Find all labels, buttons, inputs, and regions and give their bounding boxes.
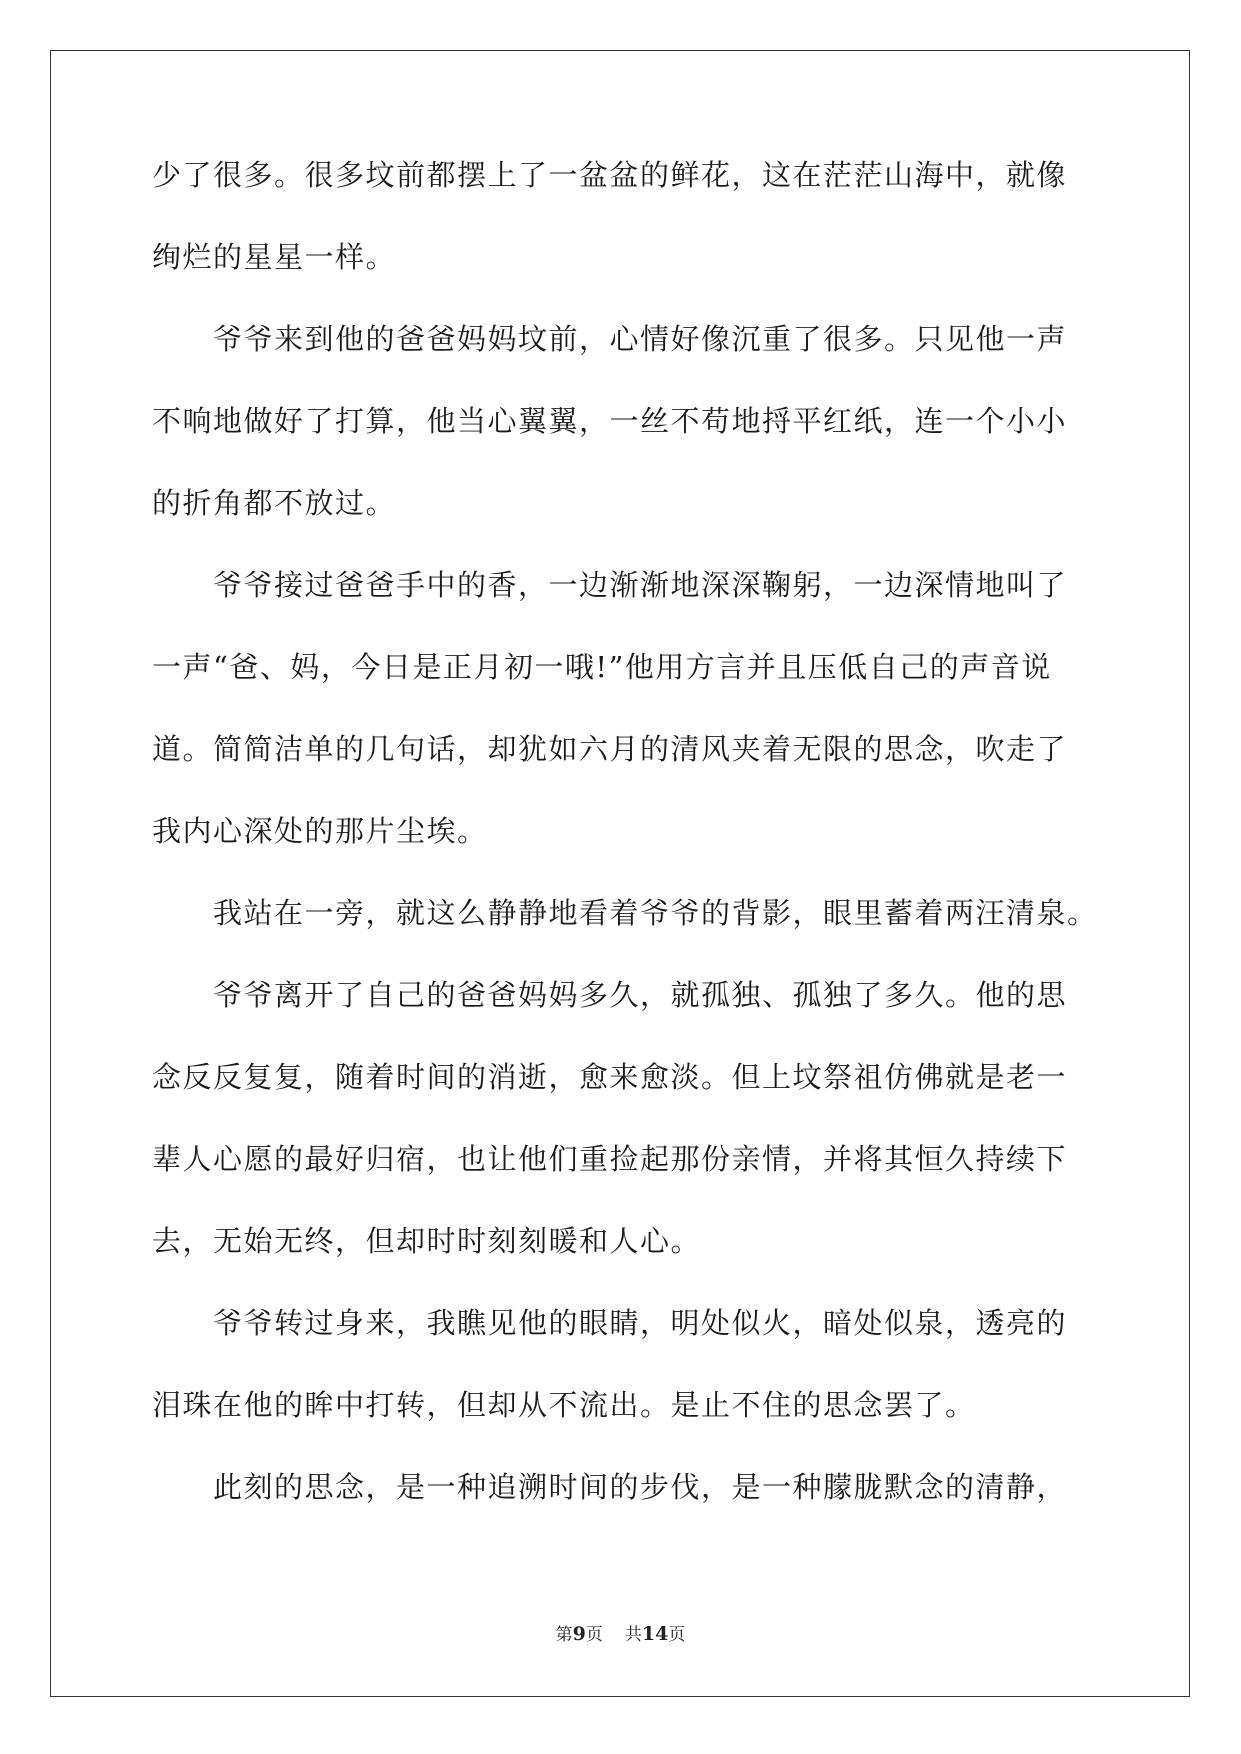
text-line: 我站在一旁，就这么静静地看着爷爷的背影，眼里蓄着两汪清泉。 xyxy=(152,896,1098,930)
text-line: 念反反复复，随着时间的消逝，愈来愈淡。但上坟祭祖仿佛就是老一 xyxy=(152,1060,1068,1094)
page-total: 14 xyxy=(641,1623,669,1645)
footer-page-suffix: 页 xyxy=(585,1625,603,1645)
text-line: 爷爷接过爸爸手中的香，一边渐渐地深深鞠躬，一边深情地叫了 xyxy=(152,568,1068,602)
text-line: 去，无始无终，但却时时刻刻暖和人心。 xyxy=(152,1224,702,1258)
text-line: 爷爷来到他的爸爸妈妈坟前，心情好像沉重了很多。只见他一声 xyxy=(152,322,1068,356)
footer-prefix: 第 xyxy=(555,1625,573,1645)
page-number: 9 xyxy=(572,1623,586,1645)
text-line: 爷爷离开了自己的爸爸妈妈多久，就孤独、孤独了多久。他的思 xyxy=(152,978,1068,1012)
footer-total-suffix: 页 xyxy=(668,1625,686,1645)
document-body xyxy=(152,158,1098,1552)
page-footer xyxy=(0,1620,1241,1645)
text-line: 道。简简洁单的几句话，却犹如六月的清风夹着无限的思念，吹走了 xyxy=(152,732,1068,766)
footer-total-prefix: 共 xyxy=(624,1625,642,1645)
text-line: 辈人心愿的最好归宿，也让他们重捡起那份亲情，并将其恒久持续下 xyxy=(152,1142,1068,1176)
text-line: 的折角都不放过。 xyxy=(152,486,397,520)
text-line: 我内心深处的那片尘埃。 xyxy=(152,814,488,848)
text-line: 少了很多。很多坟前都摆上了一盆盆的鲜花，这在茫茫山海中，就像 xyxy=(152,158,1068,192)
text-line: 此刻的思念，是一种追溯时间的步伐，是一种朦胧默念的清静， xyxy=(152,1470,1068,1504)
text-line: 一声“爸、妈，今日是正月初一哦!”他用方言并且压低自己的声音说 xyxy=(152,650,1052,684)
text-line: 绚烂的星星一样。 xyxy=(152,240,397,274)
text-line: 不响地做好了打算，他当心翼翼，一丝不苟地捋平红纸，连一个小小 xyxy=(152,404,1068,438)
text-line: 爷爷转过身来，我瞧见他的眼睛，明处似火，暗处似泉，透亮的 xyxy=(152,1306,1068,1340)
text-line: 泪珠在他的眸中打转，但却从不流出。是止不住的思念罢了。 xyxy=(152,1388,976,1422)
